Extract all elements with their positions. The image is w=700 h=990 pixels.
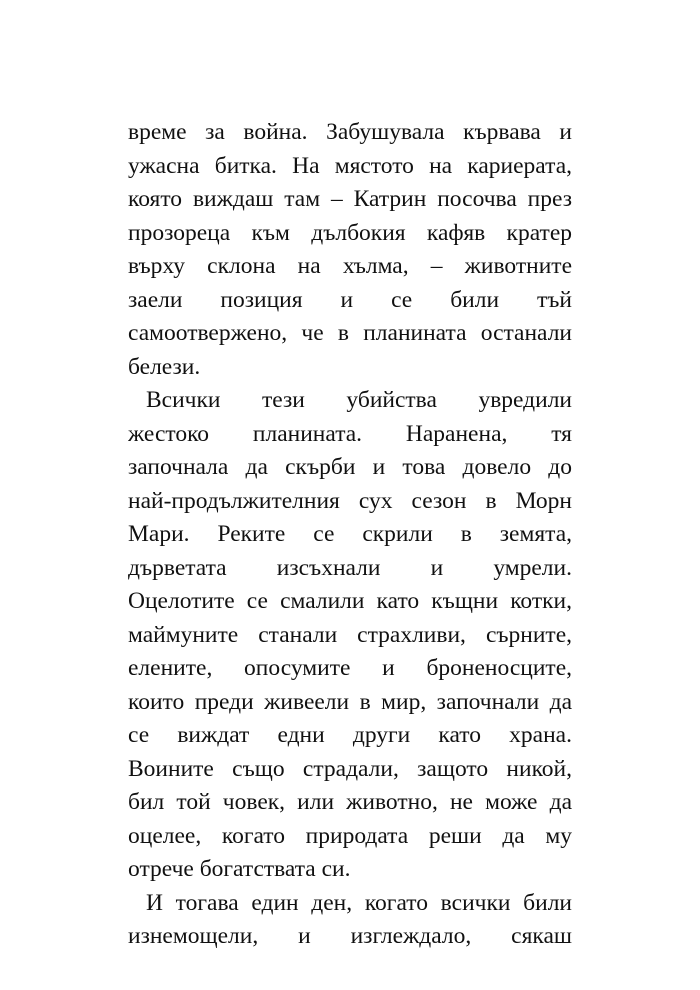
paragraph-first-line: Всички тези убийства увредили	[146, 387, 572, 413]
text-line: бил той човек, или животно, не може да	[128, 789, 572, 815]
text-line: самоотвержено, че в планината останали	[128, 320, 572, 346]
text-line: която виждаш там – Катрин посочва през	[128, 186, 572, 212]
text-line: дърветата изсъхнали и умрели.	[128, 554, 572, 581]
text-line: отрече богатствата си.	[128, 856, 351, 882]
text-line: ужасна битка. На мястото на кариерата,	[128, 152, 572, 179]
text-line: белези.	[128, 353, 201, 380]
text-line: елените, опосумите и броненосците,	[128, 655, 572, 681]
text-line: време за война. Забушувала кървава и	[128, 119, 572, 145]
text-line: маймуните станали страхливи, сърните,	[128, 621, 572, 648]
text-line: заели позиция и се били тъй	[128, 286, 572, 313]
text-line: се виждат едни други като храна.	[128, 722, 572, 748]
paragraph-first-line: И тогава един ден, когато всички били	[146, 889, 572, 916]
body-text	[128, 116, 572, 954]
text-line: Мари. Реките се скрили в земята,	[128, 521, 572, 547]
text-line: върху склона на хълма, – животните	[128, 253, 572, 279]
text-line: Воините също страдали, защото никой,	[128, 755, 572, 782]
text-line: Оцелотите се смалили като къщни котки,	[128, 588, 572, 614]
text-line: прозореца към дълбокия кафяв кратер	[128, 219, 572, 246]
text-line: най-продължителния сух сезон в Морн	[128, 487, 572, 514]
text-line: оцелее, когато природата реши да му	[128, 822, 572, 849]
text-line: жестоко планината. Наранена, тя	[128, 420, 572, 447]
text-line: които преди живеели в мир, започнали да	[128, 688, 572, 715]
text-line: започнала да скърби и това довело до	[128, 454, 572, 480]
text-line: изнемощели, и изглеждало, сякаш	[128, 923, 572, 949]
